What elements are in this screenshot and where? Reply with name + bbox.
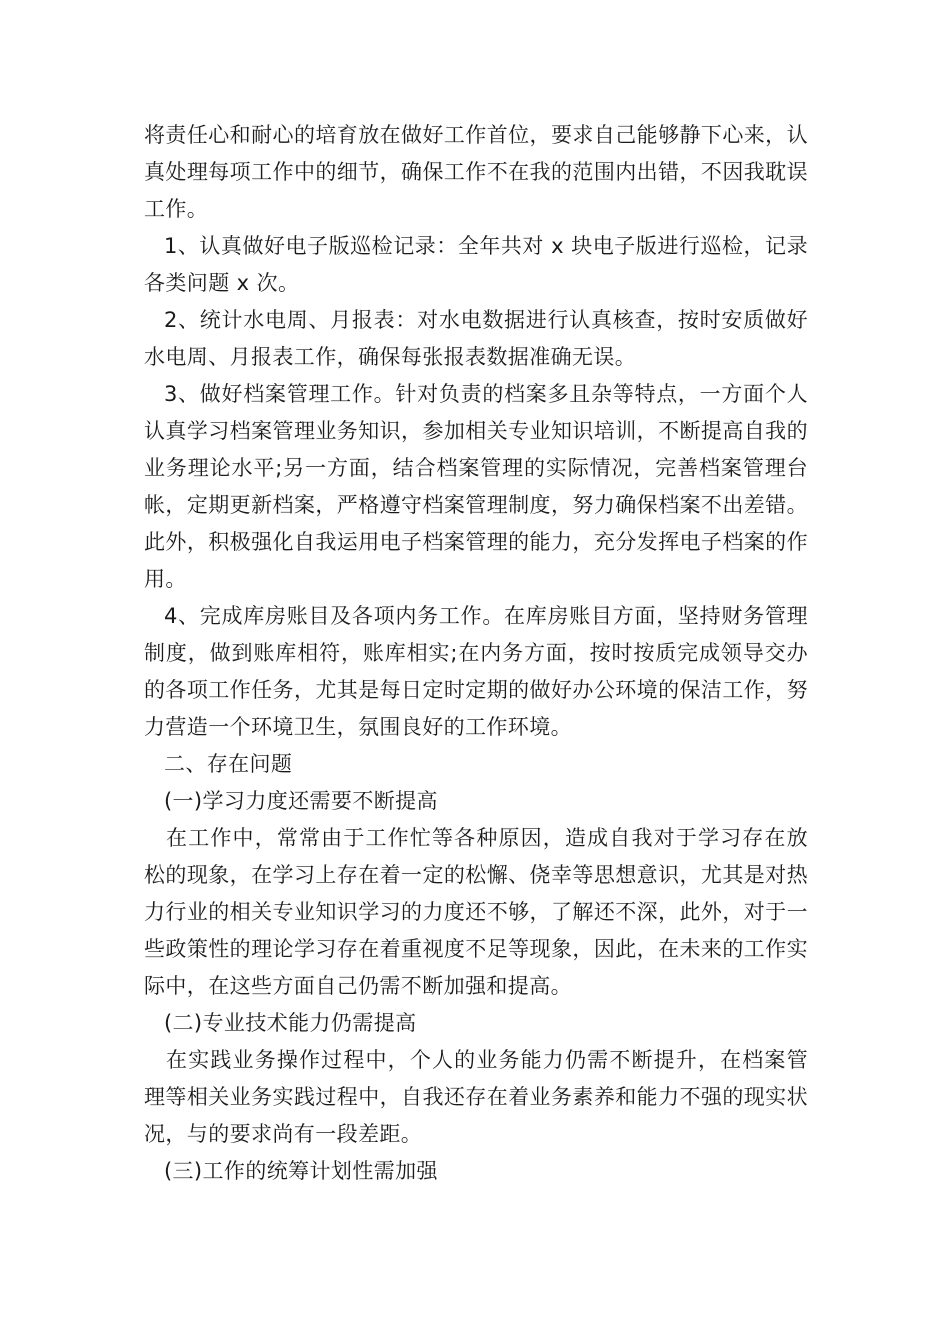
paragraph-item-2: 2、统计水电周、月报表：对水电数据进行认真核查，按时安质做好水电周、月报表工作，确保每张报表数据准确无误。 <box>144 308 808 369</box>
document-page <box>144 117 808 1190</box>
subheading-study: (一)学习力度还需要不断提高 <box>163 789 438 813</box>
paragraph-intro: 将责任心和耐心的培育放在做好工作首位，要求自己能够静下心来，认真处理每项工作中的细节，确保工作不在我的范围内出错，不因我耽误工作。 <box>144 123 808 221</box>
paragraph-item-4: 4、完成库房账目及各项内务工作。在库房账目方面，坚持财务管理制度，做到账库相符，账库相实;在内务方面，按时按质完成领导交办的各项工作任务，尤其是每日定时定期的做好办公环境的保洁工作，努力营造一个环境卫生，氛围良好的工作环境。 <box>144 604 808 739</box>
subheading-skills: (二)专业技术能力仍需提高 <box>163 1011 417 1035</box>
subheading-planning: (三)工作的统筹计划性需加强 <box>163 1159 438 1183</box>
paragraph-item-1: 1、认真做好电子版巡检记录：全年共对 x 块电子版进行巡检，记录各类问题 x 次。 <box>144 234 808 295</box>
paragraph-study: 在工作中，常常由于工作忙等各种原因，造成自我对于学习存在放松的现象，在学习上存在着一定的松懈、侥幸等思想意识，尤其是对热力行业的相关专业知识学习的力度还不够，了解还不深，此外，对于一些政策性的理论学习存在着重视度不足等现象，因此，在未来的工作实际中，在这些方面自己仍需不断加强和提高。 <box>144 826 808 998</box>
paragraph-item-3: 3、做好档案管理工作。针对负责的档案多且杂等特点，一方面个人认真学习档案管理业务知识，参加相关专业知识培训，不断提高自我的业务理论水平;另一方面，结合档案管理的实际情况，完善档案管理台帐，定期更新档案，严格遵守档案管理制度，努力确保档案不出差错。此外，积极强化自我运用电子档案管理的能力，充分发挥电子档案的作用。 <box>144 382 808 591</box>
paragraph-skills: 在实践业务操作过程中，个人的业务能力仍需不断提升，在档案管理等相关业务实践过程中，自我还存在着业务素养和能力不强的现实状况，与的要求尚有一段差距。 <box>144 1048 808 1146</box>
section-heading-problems: 二、存在问题 <box>163 752 293 776</box>
